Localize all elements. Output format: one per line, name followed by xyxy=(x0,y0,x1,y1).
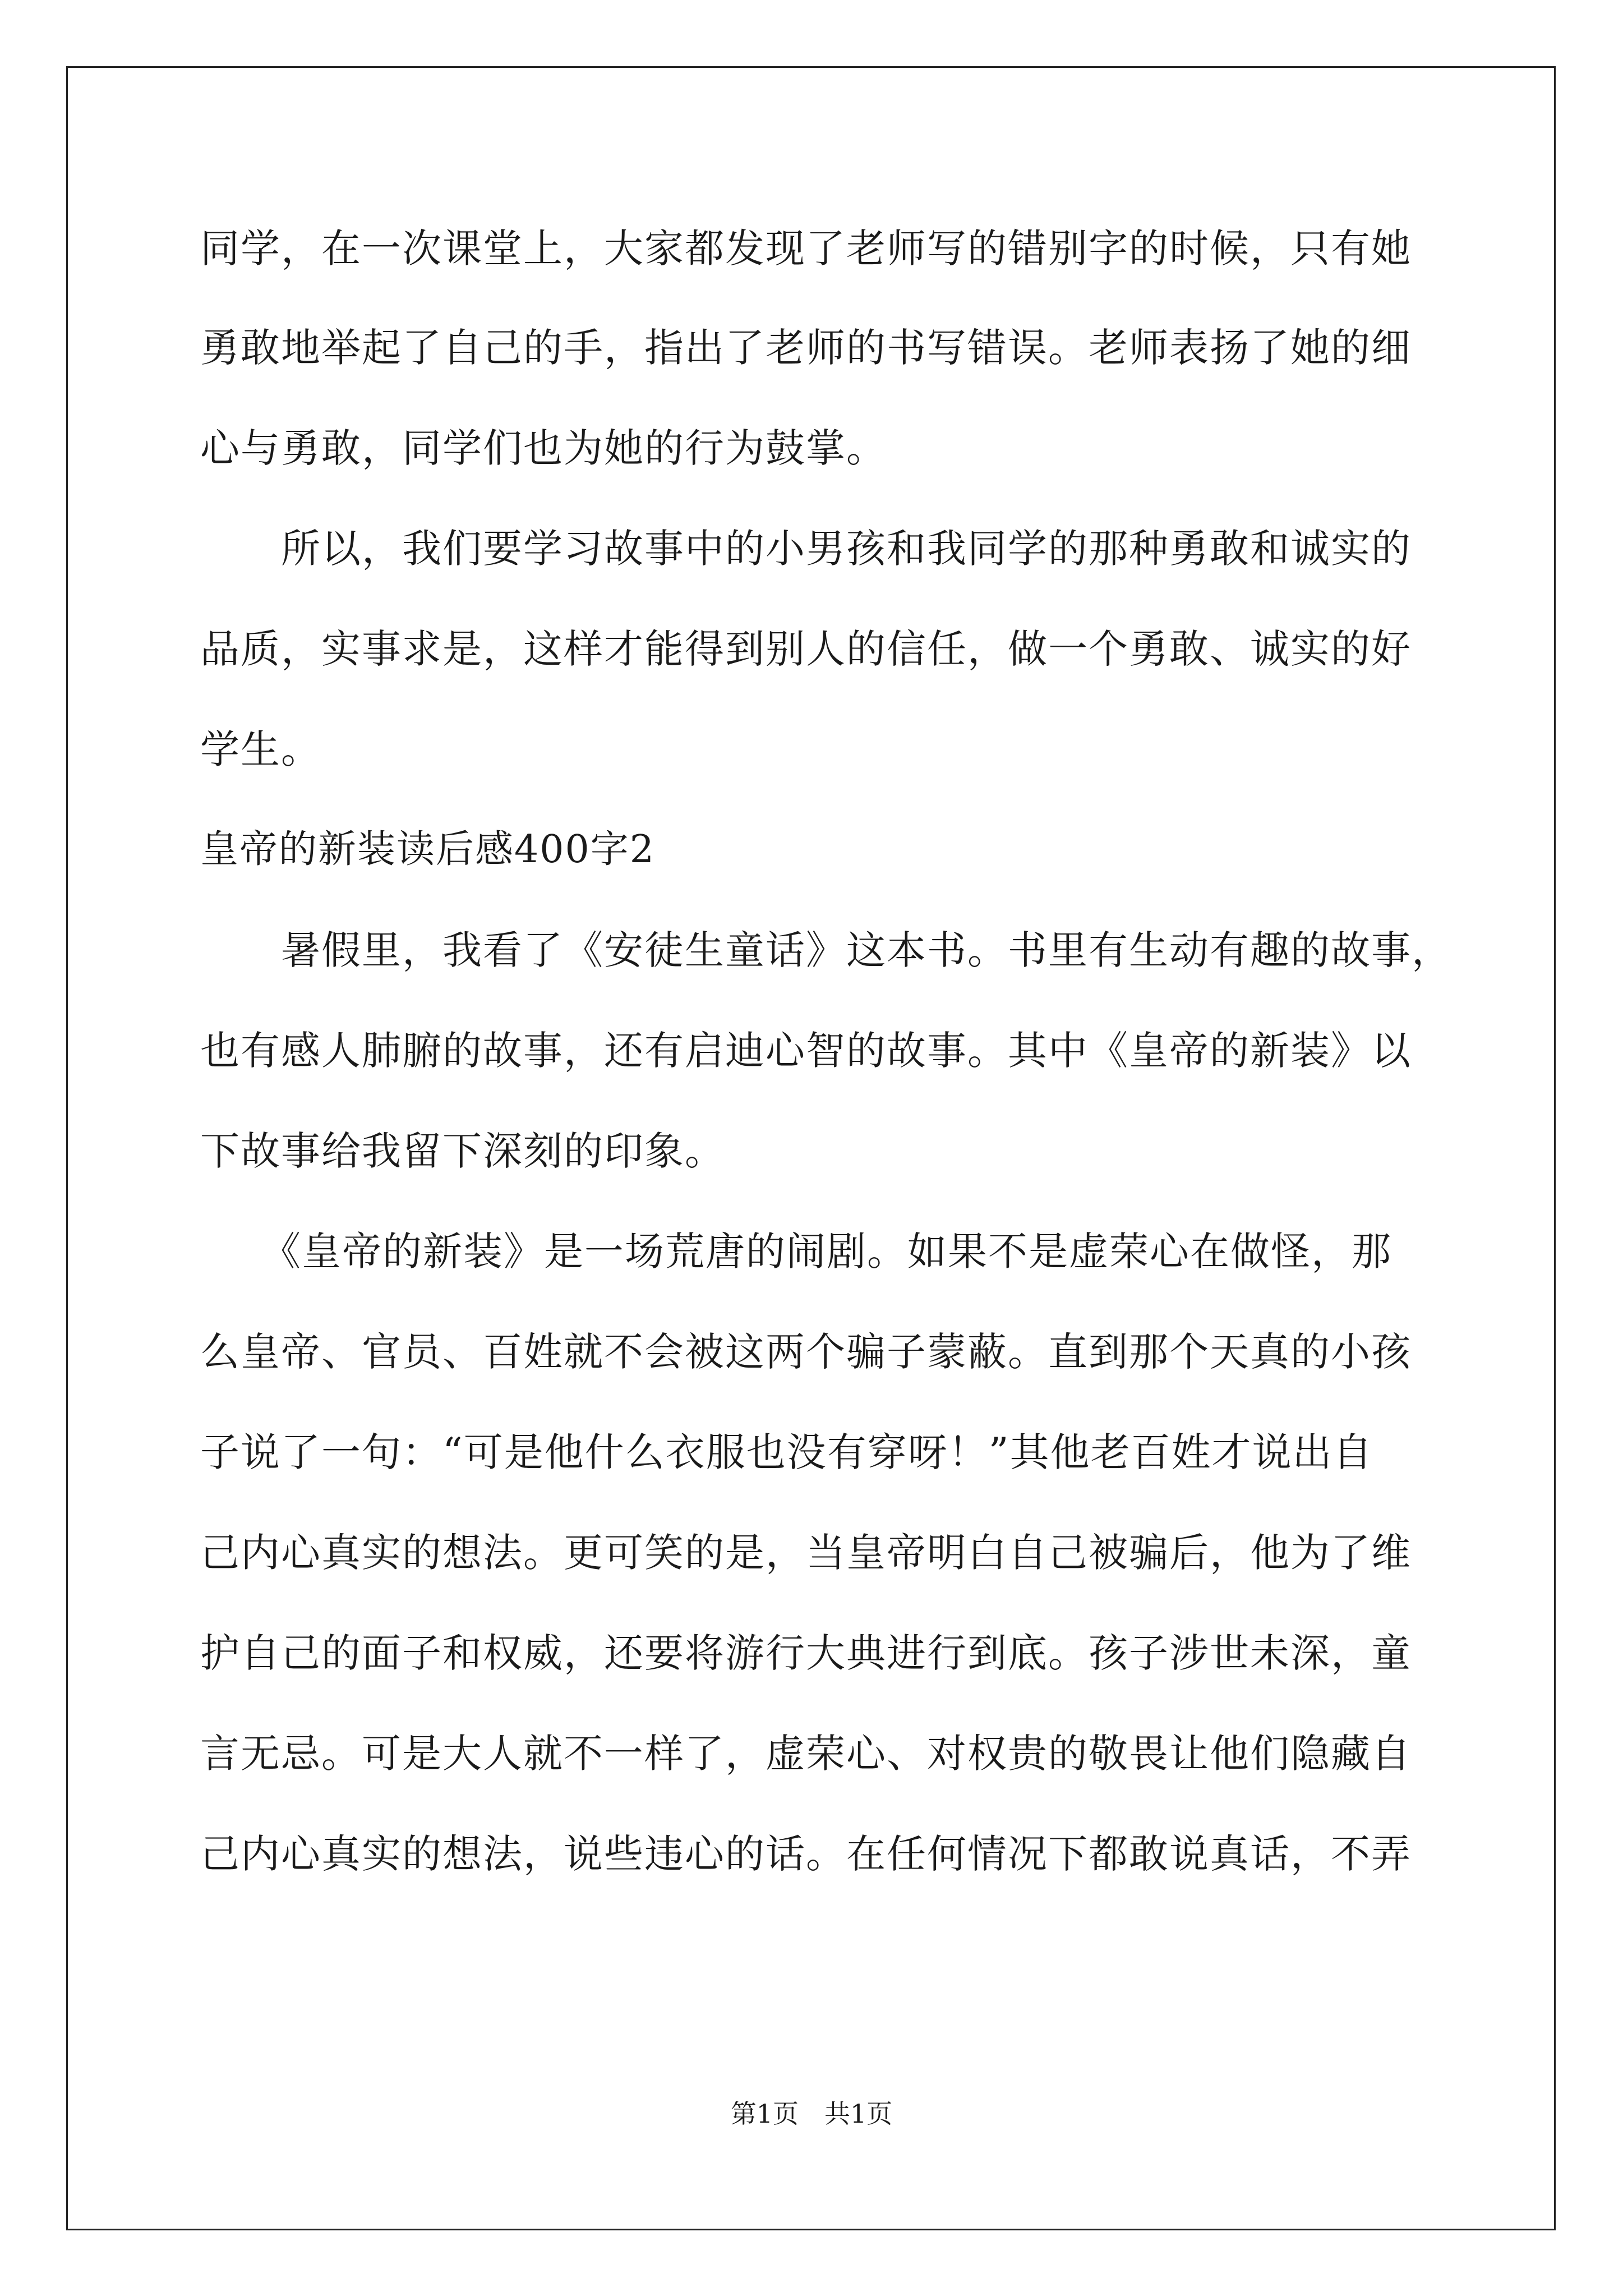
body-line: 也有感人肺腑的故事，还有启迪心智的故事。其中《皇帝的新装》以 xyxy=(200,1028,1412,1074)
body-line: 所以，我们要学习故事中的小男孩和我同学的那种勇敢和诚实的 xyxy=(200,526,1412,572)
body-line: 《皇帝的新装》是一场荒唐的闹剧。如果不是虚荣心在做怪，那 xyxy=(200,1228,1392,1274)
body-line: 己内心真实的想法，说些违心的话。在任何情况下都敢说真话，不弄 xyxy=(200,1831,1412,1877)
body-line: 护自己的面子和权威，还要将游行大典进行到底。孩子涉世未深，童 xyxy=(200,1630,1412,1676)
body-line: 言无忌。可是大人就不一样了，虚荣心、对权贵的敬畏让他们隐藏自 xyxy=(200,1731,1412,1777)
body-line: 己内心真实的想法。更可笑的是，当皇帝明白自己被骗后，他为了维 xyxy=(200,1530,1412,1576)
section-heading: 皇帝的新装读后感400字2 xyxy=(200,827,656,872)
body-line: 勇敢地举起了自己的手，指出了老师的书写错误。老师表扬了她的细 xyxy=(200,325,1412,371)
body-line: 同学，在一次课堂上，大家都发现了老师写的错别字的时候，只有她 xyxy=(200,226,1412,272)
page-footer: 第1页 共1页 xyxy=(730,2099,893,2129)
body-line: 么皇帝、官员、百姓就不会被这两个骗子蒙蔽。直到那个天真的小孩 xyxy=(200,1329,1412,1375)
body-line: 品质，实事求是，这样才能得到别人的信任，做一个勇敢、诚实的好 xyxy=(200,626,1412,672)
body-line: 学生。 xyxy=(200,726,321,772)
body-line: 子说了一句：“可是他什么衣服也没有穿呀！”其他老百姓才说出自 xyxy=(200,1429,1373,1475)
body-line: 暑假里，我看了《安徒生童话》这本书。书里有生动有趣的故事， xyxy=(200,927,1452,973)
body-line: 心与勇敢，同学们也为她的行为鼓掌。 xyxy=(200,425,887,471)
body-line: 下故事给我留下深刻的印象。 xyxy=(200,1128,725,1174)
